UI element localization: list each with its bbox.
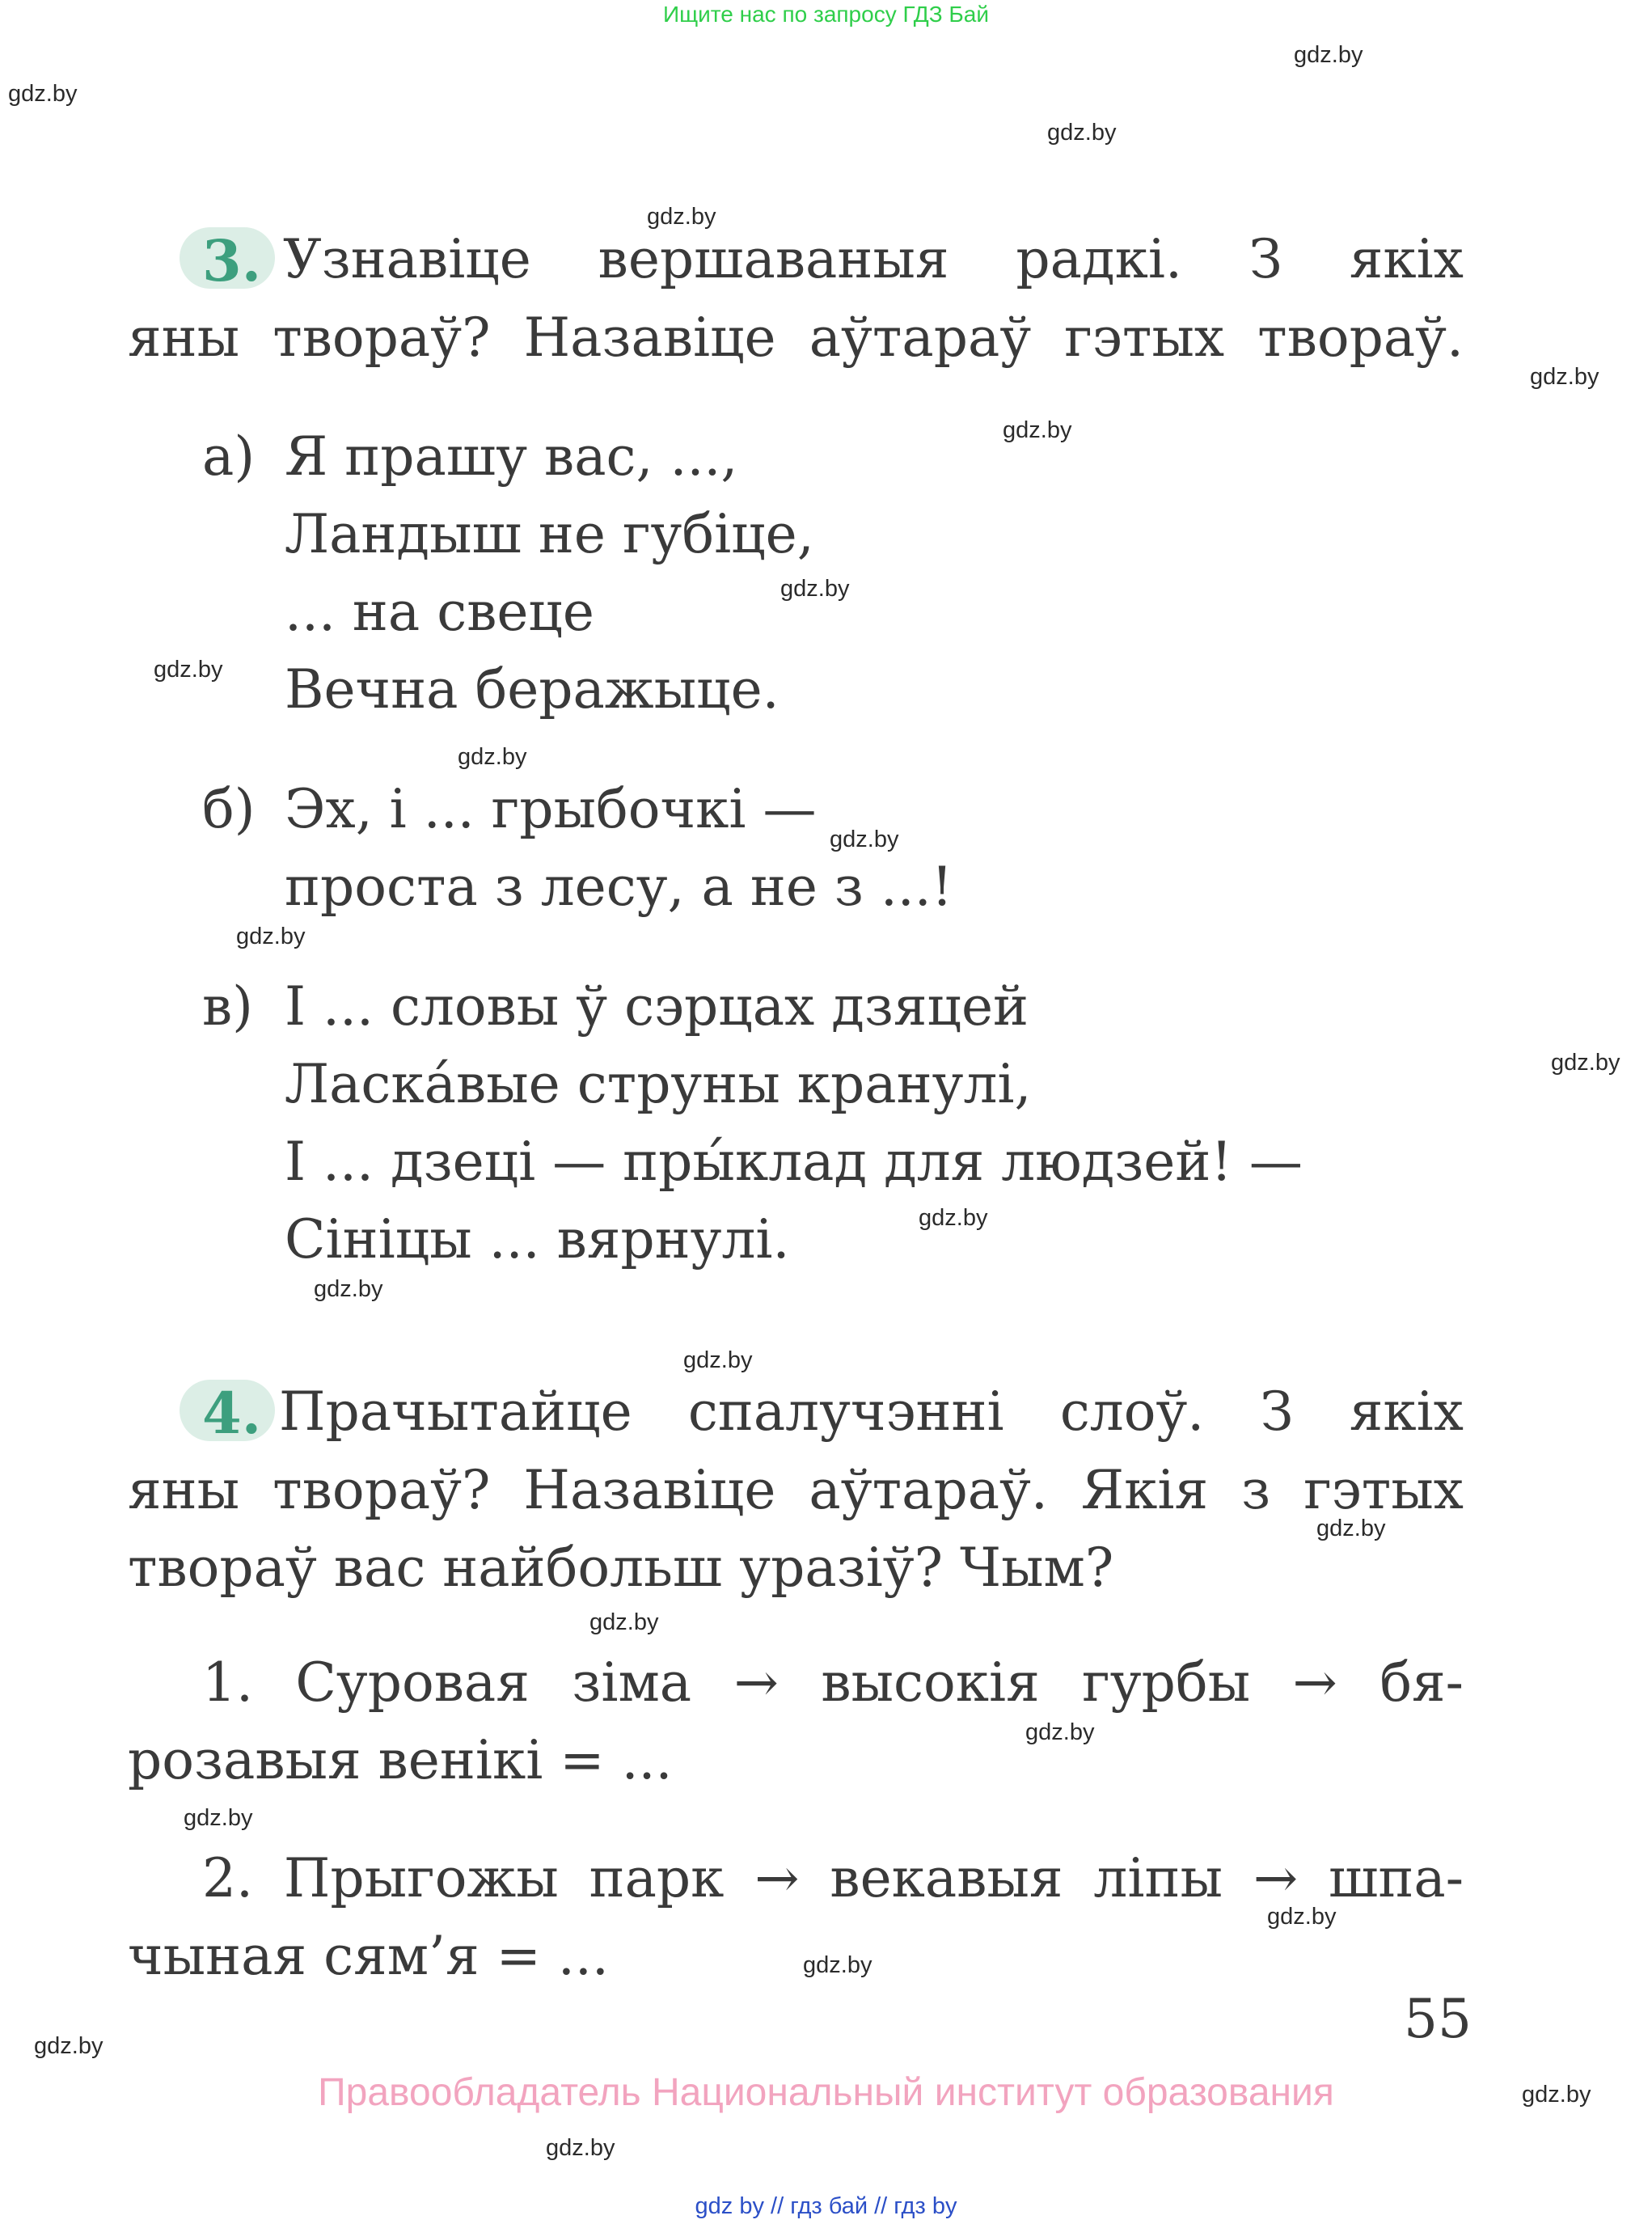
copyright-notice: Правообладатель Национальный институт образования [318,2071,1334,2114]
watermark: gdz.by [1003,417,1072,443]
poem-c-line: І ... словы ў сэрцах дзяцей [285,975,1029,1038]
watermark: gdz.by [1551,1050,1620,1076]
exercise-3-instruction-line-1: Узнавіце вершаваныя радкі. З якіх [283,228,1464,290]
watermark: gdz.by [1316,1516,1386,1541]
watermark: gdz.by [8,81,78,107]
poem-a-line: Вечна беражыце. [285,658,780,721]
top-banner[interactable]: Ищите нас по запросу ГДЗ Бай [662,2,990,27]
watermark: gdz.by [780,576,850,602]
exercise-4-instruction-line-1: Прачытайце спалучэнні слоў. З якіх [279,1380,1464,1443]
watermark: gdz.by [803,1952,872,1978]
poem-c-line: І ... дзеці — пры́клад для людзей! — [285,1131,1303,1193]
poem-a-line: ... на свеце [285,581,594,643]
watermark: gdz.by [830,827,899,852]
exercise-4-instruction-line-3: твораў вас найбольш уразіў? Чым? [128,1537,1114,1599]
poem-b-line: проста з лесу, а не з ...! [285,856,953,918]
watermark: gdz.by [546,2135,615,2161]
exercise-3-instruction-line-2: яны твораў? Назавіце аўтараў гэтых твораў. [128,307,1464,369]
watermark: gdz.by [314,1276,383,1302]
watermark: gdz.by [184,1805,253,1831]
watermark: gdz.by [1047,120,1117,146]
watermark: gdz.by [236,924,306,949]
poem-c-line: Сініцы ... вярнулі. [285,1208,790,1271]
poem-a-line: Ландыш не губіце, [285,503,814,565]
watermark: gdz.by [458,744,527,770]
watermark: gdz.by [589,1609,659,1635]
watermark: gdz.by [647,204,716,230]
watermark: gdz.by [683,1347,753,1373]
watermark: gdz.by [919,1205,988,1231]
watermark: gdz.by [1025,1719,1095,1745]
exercise-3-number: 3. [202,227,262,294]
item-2-line-2: чыная сям’я = ... [128,1925,609,1987]
watermark: gdz.by [154,657,223,683]
watermark: gdz.by [1267,1904,1337,1930]
poem-b-label: б) [202,778,256,840]
poem-b-line: Эх, і ... грыбочкі — [285,778,817,840]
exercise-4-number: 4. [202,1380,262,1447]
item-1-line-2: розавыя венікі = ... [128,1729,673,1791]
poem-a-line: Я прашу вас, ..., [285,425,738,488]
page-number: 55 [1404,1988,1472,2050]
watermark: gdz.by [34,2033,104,2059]
poem-a-label: а) [202,425,256,488]
watermark: gdz.by [1522,2082,1591,2108]
watermark: gdz.by [1530,364,1599,390]
poem-c-label: в) [202,975,253,1038]
watermark: gdz.by [1294,42,1363,68]
footer-links[interactable]: gdz by // гдз бай // гдз by [695,2193,957,2219]
item-2-line-1: 2. Прыгожы парк → векавыя ліпы → шпа- [202,1847,1464,1909]
poem-c-line: Ласка́вые струны кранулі, [285,1053,1032,1115]
item-1-line-1: 1. Суровая зіма → высокія гурбы → бя- [202,1651,1464,1714]
exercise-4-instruction-line-2: яны твораў? Назавіце аўтараў. Якія з гэтых [128,1459,1464,1521]
